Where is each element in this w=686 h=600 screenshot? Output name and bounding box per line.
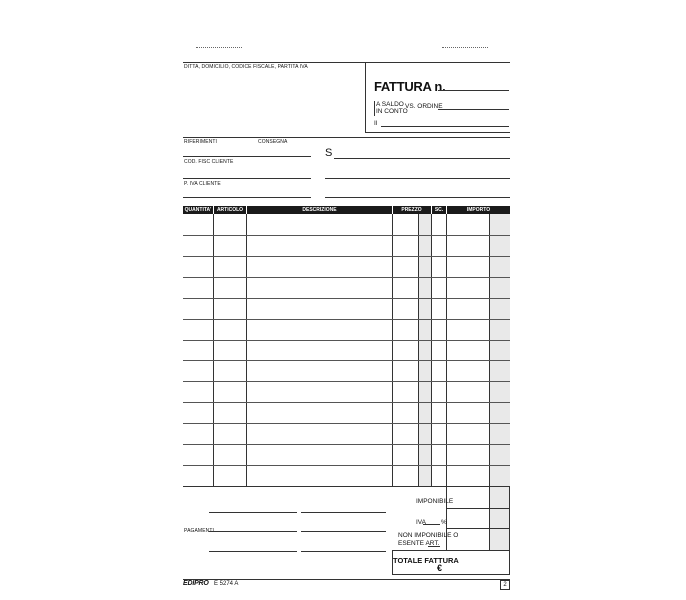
euro-sign: € bbox=[437, 563, 443, 573]
table-header bbox=[183, 206, 510, 214]
col-prezzo: PREZZO bbox=[401, 207, 422, 213]
table-col-line-3 bbox=[392, 214, 393, 486]
iva-percent-line[interactable] bbox=[423, 524, 440, 525]
table-col-line-7 bbox=[489, 214, 490, 551]
pagamenti-line-2b[interactable] bbox=[301, 531, 386, 532]
footer-rule bbox=[183, 579, 510, 580]
iva-line[interactable] bbox=[446, 528, 510, 529]
totale-left-border bbox=[392, 550, 393, 574]
table-row-line bbox=[183, 235, 510, 236]
table-row-line bbox=[183, 277, 510, 278]
col-descrizione: DESCRIZIONE bbox=[302, 207, 337, 213]
col-sc: SC. bbox=[434, 207, 444, 213]
address-line-3[interactable] bbox=[325, 197, 510, 198]
table-row-line bbox=[183, 423, 510, 424]
iva-percent: % bbox=[441, 519, 447, 526]
sc-column-shade bbox=[418, 214, 431, 486]
non-imponibile-label-1: NON IMPONIBILE O bbox=[398, 532, 459, 539]
table-col-line-1 bbox=[213, 214, 214, 486]
top-dotted-right bbox=[442, 47, 488, 48]
imponibile-line[interactable] bbox=[446, 508, 510, 509]
non-imponibile-label-2: ESENTE ART. bbox=[398, 540, 440, 547]
saldo-bracket bbox=[374, 101, 375, 116]
table-row-line bbox=[183, 319, 510, 320]
table-col-line-2 bbox=[246, 214, 247, 486]
table-row-line bbox=[183, 340, 510, 341]
header-bottom-border bbox=[365, 132, 510, 133]
col-quantita: QUANTITA' bbox=[184, 207, 212, 213]
col-importo: IMPORTO bbox=[466, 207, 491, 213]
cod-fisc-label: COD. FISC CLIENTE bbox=[184, 159, 234, 165]
info-top-border bbox=[183, 137, 510, 138]
consegna-label: CONSEGNA bbox=[258, 139, 288, 145]
invoice-number-line[interactable] bbox=[438, 90, 509, 91]
header-divider bbox=[365, 62, 366, 132]
a-saldo-label: A SALDO bbox=[376, 101, 404, 108]
table-row-line bbox=[183, 256, 510, 257]
vs-ordine-label: VS. ORDINE bbox=[405, 103, 443, 110]
product-code: E 5274 A bbox=[214, 581, 239, 587]
cod-fisc-line[interactable] bbox=[183, 178, 311, 179]
s-mark: S bbox=[325, 147, 333, 159]
table-col-line-4 bbox=[418, 214, 419, 486]
in-conto-label: IN CONTO bbox=[376, 108, 408, 115]
table-row-line bbox=[183, 465, 510, 466]
vs-ordine-line[interactable] bbox=[438, 109, 509, 110]
col-articolo: ARTICOLO bbox=[216, 207, 244, 213]
pagamenti-line-3a[interactable] bbox=[209, 551, 297, 552]
riferimenti-line[interactable] bbox=[183, 156, 311, 157]
top-dotted-left bbox=[196, 47, 242, 48]
table-row-line bbox=[183, 360, 510, 361]
imponibile-label: IMPONIBILE bbox=[416, 498, 454, 505]
piva-line[interactable] bbox=[183, 197, 311, 198]
riferimenti-label: RIFERIMENTI bbox=[184, 139, 218, 145]
invoice-title: FATTURA n. bbox=[374, 79, 446, 94]
pagamenti-label: PAGAMENTI bbox=[184, 528, 214, 534]
copy-number-box bbox=[500, 580, 510, 590]
pagamenti-line-1b[interactable] bbox=[301, 512, 386, 513]
brand-logo: EDIPRO bbox=[183, 580, 209, 587]
address-line-1[interactable] bbox=[334, 158, 510, 159]
table-bottom-border bbox=[183, 486, 510, 487]
table-row-line bbox=[183, 444, 510, 445]
header-top-border bbox=[183, 62, 510, 63]
table-row-line bbox=[183, 402, 510, 403]
iva-label: IVA bbox=[416, 519, 426, 526]
table-row-line bbox=[183, 381, 510, 382]
address-line-2[interactable] bbox=[325, 178, 510, 179]
totale-label: TOTALE FATTURA bbox=[393, 556, 459, 565]
piva-label: P. IVA CLIENTE bbox=[184, 181, 221, 187]
pagamenti-line-1a[interactable] bbox=[209, 512, 297, 513]
totale-top-line bbox=[392, 550, 510, 551]
ditta-label: DITTA, DOMICILIO, CODICE FISCALE, PARTITA IVA bbox=[184, 64, 308, 70]
totale-bottom-line bbox=[392, 574, 510, 575]
esente-line[interactable] bbox=[428, 546, 440, 547]
pagamenti-line-2a[interactable] bbox=[209, 531, 297, 532]
table-row-line bbox=[183, 298, 510, 299]
il-label: Il bbox=[374, 120, 378, 127]
copy-number: 2 bbox=[503, 582, 507, 588]
table-col-line-5 bbox=[431, 214, 432, 486]
totale-right-border bbox=[509, 486, 510, 574]
il-line[interactable] bbox=[381, 126, 509, 127]
importo-cents-shade bbox=[489, 214, 510, 551]
pagamenti-line-3b[interactable] bbox=[301, 551, 386, 552]
